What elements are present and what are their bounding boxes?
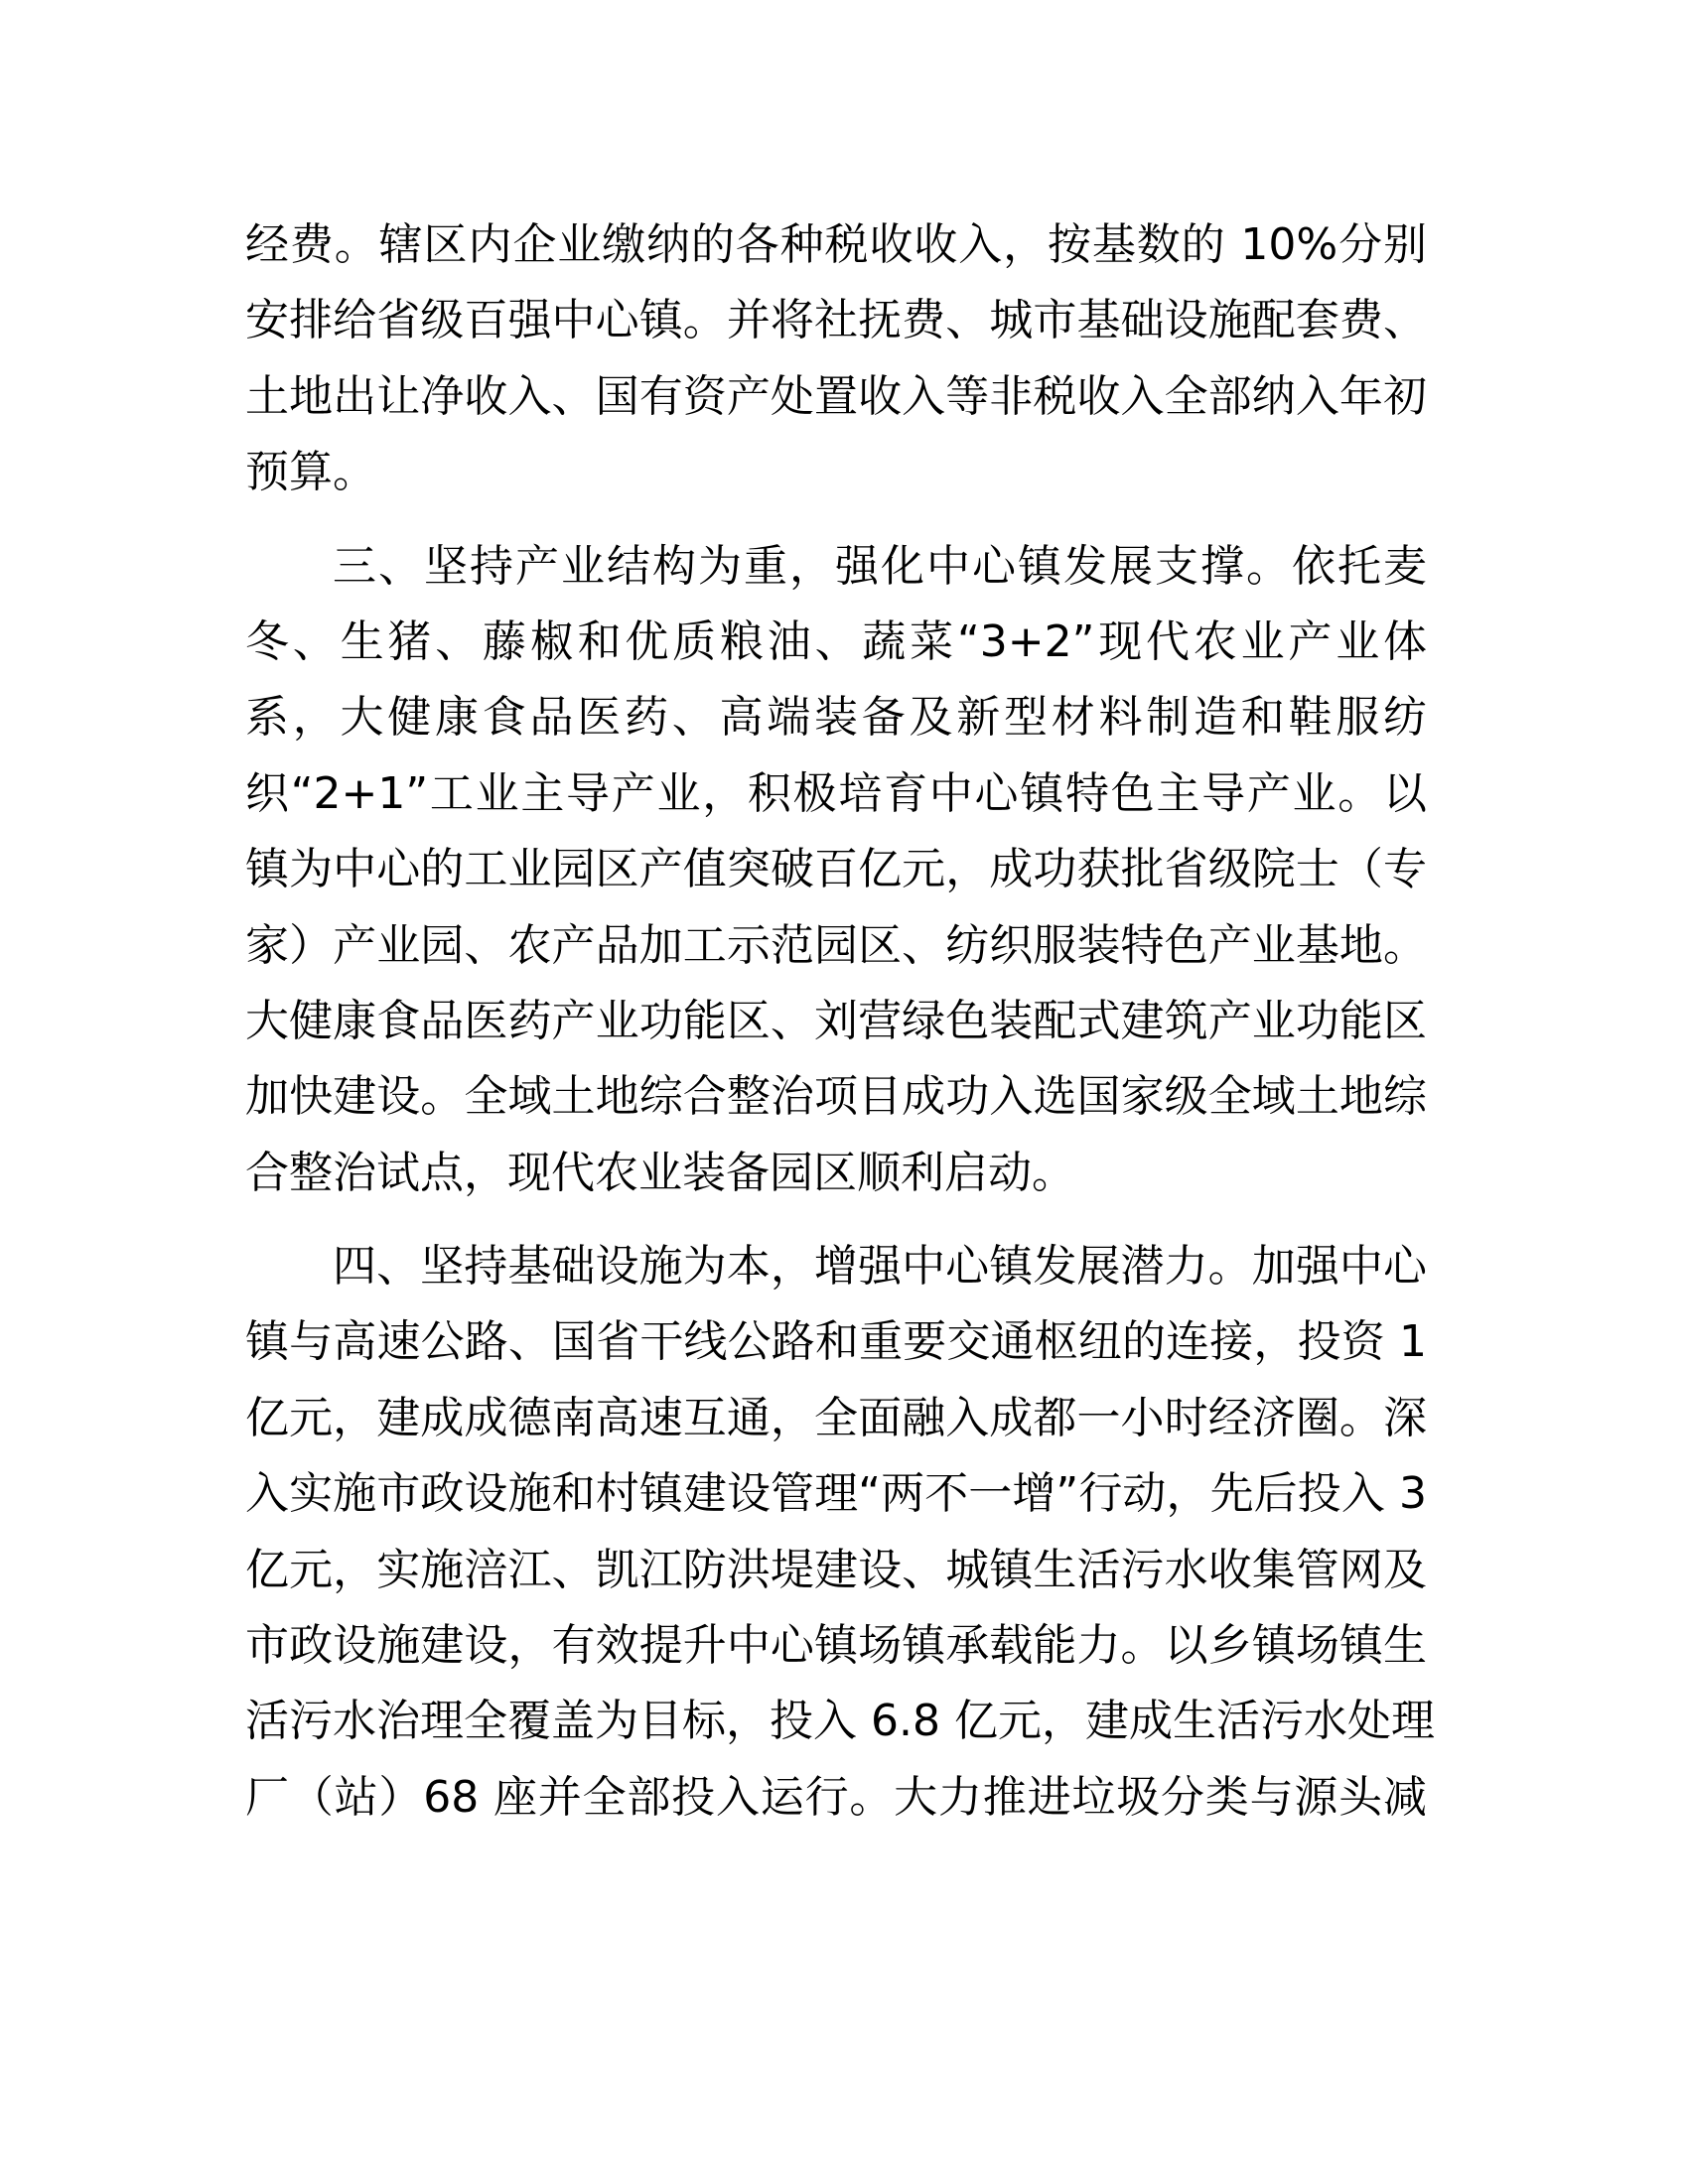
text-line: 厂（站）68 座并全部投入运行。大力推进垃圾分类与源头减: [245, 1771, 1427, 1823]
text-line: 冬、生猪、藤椒和优质粮油、蔬菜“3+2”现代农业产业体: [245, 615, 1427, 667]
text-line: 织“2+1”工业主导产业，积极培育中心镇特色主导产业。以: [245, 767, 1427, 819]
text-line: 镇为中心的工业园区产值突破百亿元，成功获批省级院士（专: [245, 844, 1427, 895]
text-line: 三、坚持产业结构为重，强化中心镇发展支撑。依托麦: [333, 540, 1427, 592]
text-line: 土地出让净收入、国有资产处置收入等非税收入全部纳入年初: [245, 370, 1427, 422]
paragraph-continuation: [245, 207, 1427, 511]
text-line: 市政设施建设，有效提升中心镇场镇承载能力。以乡镇场镇生: [245, 1620, 1427, 1672]
text-line: 预算。: [245, 447, 376, 498]
text-line: 活污水治理全覆盖为目标，投入 6.8 亿元，建成生活污水处理: [245, 1696, 1435, 1747]
text-line: 加快建设。全域土地综合整治项目成功入选国家级全域土地综: [245, 1071, 1427, 1123]
text-line: 亿元，实施涪江、凯江防洪堤建设、城镇生活污水收集管网及: [245, 1544, 1427, 1595]
text-line: 入实施市政设施和村镇建设管理“两不一增”行动，先后投入 3: [245, 1468, 1427, 1520]
paragraph-industry: [245, 529, 1427, 1212]
document-page: [245, 207, 1435, 1853]
text-line: 家）产业园、农产品加工示范园区、纺织服装特色产业基地。: [245, 919, 1427, 971]
text-line: 安排给省级百强中心镇。并将社抚费、城市基础设施配套费、: [245, 295, 1427, 346]
text-line: 四、坚持基础设施为本，增强中心镇发展潜力。加强中心: [333, 1241, 1427, 1293]
text-line: 经费。辖区内企业缴纳的各种税收收入，按基数的 10%分别: [245, 219, 1427, 270]
text-line: 大健康食品医药产业功能区、刘营绿色装配式建筑产业功能区: [245, 995, 1427, 1046]
text-line: 镇与高速公路、国省干线公路和重要交通枢纽的连接，投资 1: [245, 1316, 1427, 1368]
text-line: 系，大健康食品医药、高端装备及新型材料制造和鞋服纺: [245, 692, 1427, 744]
text-line: 合整治试点，现代农业装备园区顺利启动。: [245, 1147, 1075, 1198]
text-line: 亿元，建成成德南高速互通，全面融入成都一小时经济圈。深: [245, 1392, 1427, 1443]
paragraph-infrastructure: [245, 1229, 1435, 1836]
